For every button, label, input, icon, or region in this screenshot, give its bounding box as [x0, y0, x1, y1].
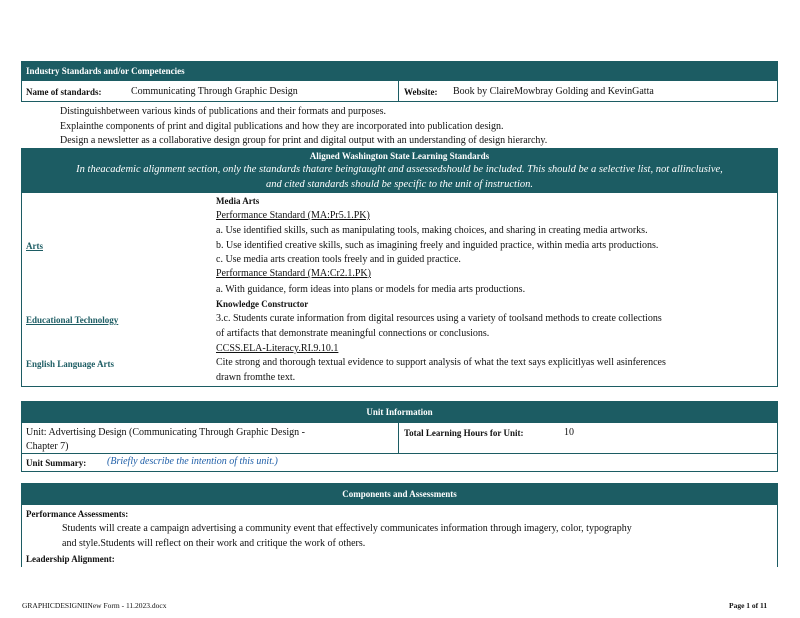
components-title: Components and Assessments — [342, 489, 457, 499]
objective-item: Design a newsletter as a collaborative design group for print and digital output with an understanding of design hierarchy. — [60, 135, 548, 146]
website-label: Website: — [404, 87, 438, 97]
standard-item: a. Use identified skills, such as manipulating tools, making choices, and sharing in creating media artworks. — [216, 225, 648, 236]
aligned-note-line2: and cited standards should be specific to the unit of instruction. — [265, 179, 534, 190]
performance-standard-2: Performance Standard (MA:Cr2.1.PK) — [216, 268, 371, 279]
unit-summary-value: (Briefly describe the intention of this unit.) — [107, 456, 278, 467]
unit-information-title: Unit Information — [366, 407, 433, 417]
arts-link[interactable]: Arts — [26, 241, 43, 251]
standard-item: c. Use media arts creation tools freely and in guided practice. — [216, 254, 461, 265]
unit-summary-label: Unit Summary: — [26, 458, 87, 468]
standard-item: 3.c. Students curate information from digital resources using a variety of toolsand methods to create collections — [216, 313, 662, 324]
standard-item: a. With guidance, form ideas into plans or models for media arts productions. — [216, 284, 526, 295]
media-arts-heading: Media Arts — [216, 196, 260, 206]
performance-assessment-line1: Students will create a campaign advertising a community event that effectively communicates information through imagery, color, typography — [62, 523, 632, 534]
educational-technology-link[interactable]: Educational Technology — [26, 315, 119, 325]
components-header — [21, 483, 778, 505]
industry-standards-header — [21, 61, 778, 81]
unit-hours-divider — [398, 423, 399, 453]
performance-assessment-line2: and style.Students will reflect on their work and critique the work of others. — [62, 538, 366, 549]
total-hours-value: 10 — [564, 427, 574, 438]
name-website-divider — [398, 81, 399, 102]
name-of-standards-value: Communicating Through Graphic Design — [131, 86, 298, 97]
aligned-standards-header — [21, 148, 778, 193]
aligned-note-line1: In theacademic alignment section, only the standards thatare beingtaught and assessedshould be included. This should be a selective list, not allinclusive, — [76, 164, 723, 175]
website-value: Book by ClaireMowbray Golding and KevinGatta — [453, 86, 654, 97]
standard-item: Cite strong and thorough textual evidence to support analysis of what the text says explicitlyas well asinferences — [216, 357, 666, 368]
standard-item: of artifacts that demonstrate meaningful connections or conclusions. — [216, 328, 490, 339]
unit-title-line1: Unit: Advertising Design (Communicating Through Graphic Design - — [26, 427, 305, 438]
performance-assessments-label: Performance Assessments: — [26, 509, 129, 519]
performance-standard-1: Performance Standard (MA:Pr5.1.PK) — [216, 210, 370, 221]
total-hours-label: Total Learning Hours for Unit: — [404, 428, 524, 438]
knowledge-constructor-heading: Knowledge Constructor — [216, 299, 309, 309]
unit-title-line2: Chapter 7) — [26, 441, 69, 452]
aligned-standards-title: Aligned Washington State Learning Standards — [309, 151, 490, 161]
components-table — [21, 505, 778, 567]
footer-page-number: Page 1 of 11 — [729, 601, 768, 610]
leadership-alignment-label: Leadership Alignment: — [26, 554, 115, 564]
standard-item: drawn fromthe text. — [216, 372, 296, 383]
unit-row-divider — [21, 453, 778, 454]
standard-item: b. Use identified creative skills, such as imagining freely and inguided practice, within media arts productions. — [216, 240, 659, 251]
unit-information-header — [21, 401, 778, 423]
footer-filename: GRAPHICDESIGNIINew Form - 11.2023.docx — [22, 601, 167, 610]
objective-item: Explainthe components of print and digital publications and how they are incorporated into publication design. — [60, 121, 504, 132]
objective-item: Distinguishbetween various kinds of publications and their formats and purposes. — [60, 106, 387, 117]
name-of-standards-label: Name of standards: — [26, 87, 102, 97]
industry-standards-title: Industry Standards and/or Competencies — [26, 66, 185, 76]
ccss-standard: CCSS.ELA-Literacy.RI.9.10.1 — [216, 343, 339, 354]
english-language-arts-label: English Language Arts — [26, 359, 115, 369]
